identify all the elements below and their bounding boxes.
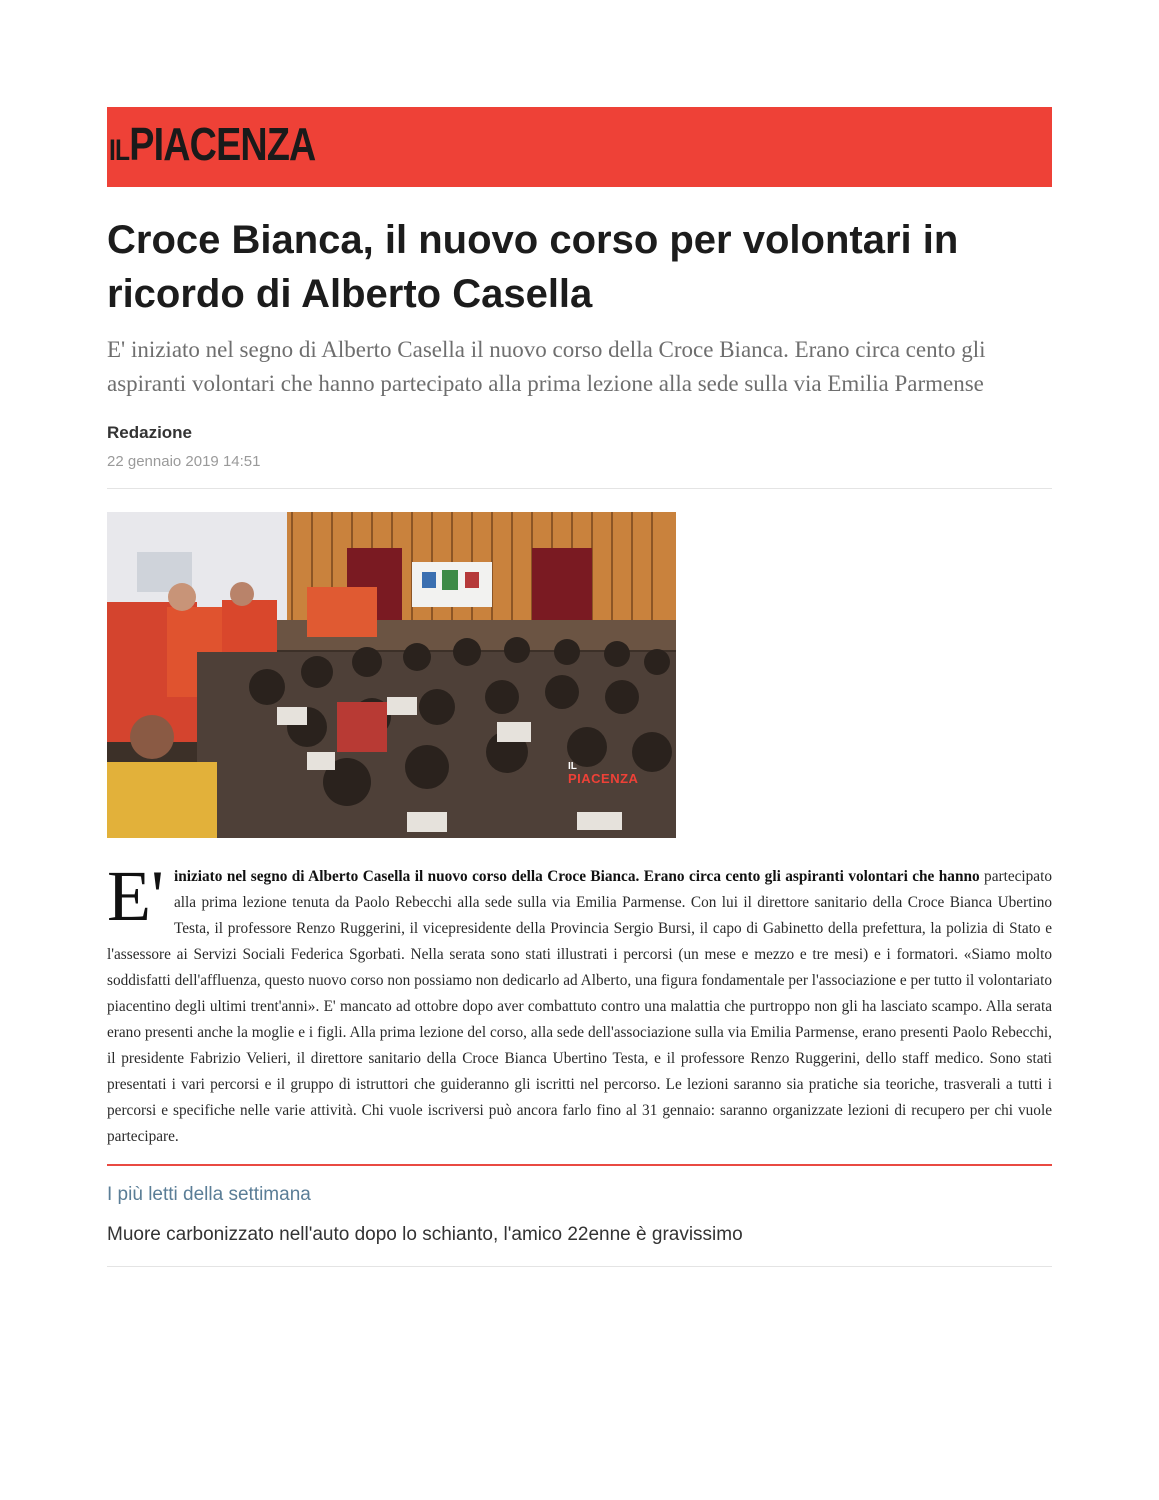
most-read-item[interactable]: Muore carbonizzato nell'auto dopo lo schianto, l'amico 22enne è gravissimo (107, 1224, 743, 1245)
most-read-label: I più letti della settimana (107, 1184, 311, 1205)
drop-cap: E' (107, 856, 164, 936)
article-photo (107, 512, 676, 838)
masthead (107, 107, 1052, 187)
article-author[interactable]: Redazione (107, 423, 193, 442)
logo-prefix: IL (109, 134, 130, 167)
article-body-text: partecipato alla prima lezione tenuta da Paolo Rebecchi alla sede sulla via Emilia Parmense. Con lui il direttore sanitario della Croce Bianca Ubertino Testa, il professore Renzo Ruggerini, il vicepresidente della Provincia Sergio Bursi, il capo di Gabinetto della prefettura, la polizia di Stato e l'assessore ai Servizi Sociali Federica Sgorbati. Nella serata sono stati illustrati i percorsi (un mese e mezzo e tre mesi) e i formatori. «Siamo molto soddisfatti dell'affluenza, questo nuovo corso non possiamo non dedicarlo ad Alberto, una figura fondamentale per l'associazione e per tutto il volontariato piacentino degli ultimi trent'anni». E' mancato ad ottobre dopo aver combattuto contro una malattia che purtroppo non gli ha lasciato scampo. Alla serata erano presenti anche la moglie e i figli. Alla prima lezione del corso, alla sede dell'associazione sulla via Emilia Parmense, erano presenti Paolo Rebecchi, il presidente Fabrizio Velieri, il direttore sanitario della Croce Bianca Ubertino Testa, e il professore Renzo Ruggerini, dello staff medico. Sono stati presentati i vari percorsi e il gruppo di istruttori che guideranno gli iscritti nel percorso. Le lezioni saranno sia pratiche sia teoriche, trasverali a tutti i percorsi e specifiche nelle varie attività. Chi vuole iscriversi può ancora farlo fino al 31 gennaio: saranno organizzate lezioni di recupero per chi vuole partecipare. (107, 868, 1052, 1145)
watermark-prefix: IL (568, 761, 577, 772)
article-standfirst: E' iniziato nel segno di Alberto Casella il nuovo corso della Croce Bianca. Erano circa cento gli aspiranti volontari che hanno partecipato alla prima lezione alla sede sulla via Emilia Parmense (107, 337, 986, 396)
article-body (107, 856, 1052, 1150)
watermark-main: PIACENZA (568, 771, 639, 786)
site-logo[interactable] (109, 118, 316, 170)
article-lead: iniziato nel segno di Alberto Casella il nuovo corso della Croce Bianca. Erano circa cento gli aspiranti volontari che hanno (173, 868, 980, 885)
article-title: Croce Bianca, il nuovo corso per volontari in ricordo di Alberto Casella (107, 218, 959, 316)
event-photo-icon (107, 512, 676, 838)
divider (107, 1266, 1052, 1267)
divider (107, 488, 1052, 489)
logo-main: PIACENZA (129, 118, 316, 170)
section-divider (107, 1164, 1052, 1166)
article-page (107, 107, 1052, 1267)
photo-watermark (568, 762, 638, 785)
article-date: 22 gennaio 2019 14:51 (107, 453, 261, 470)
